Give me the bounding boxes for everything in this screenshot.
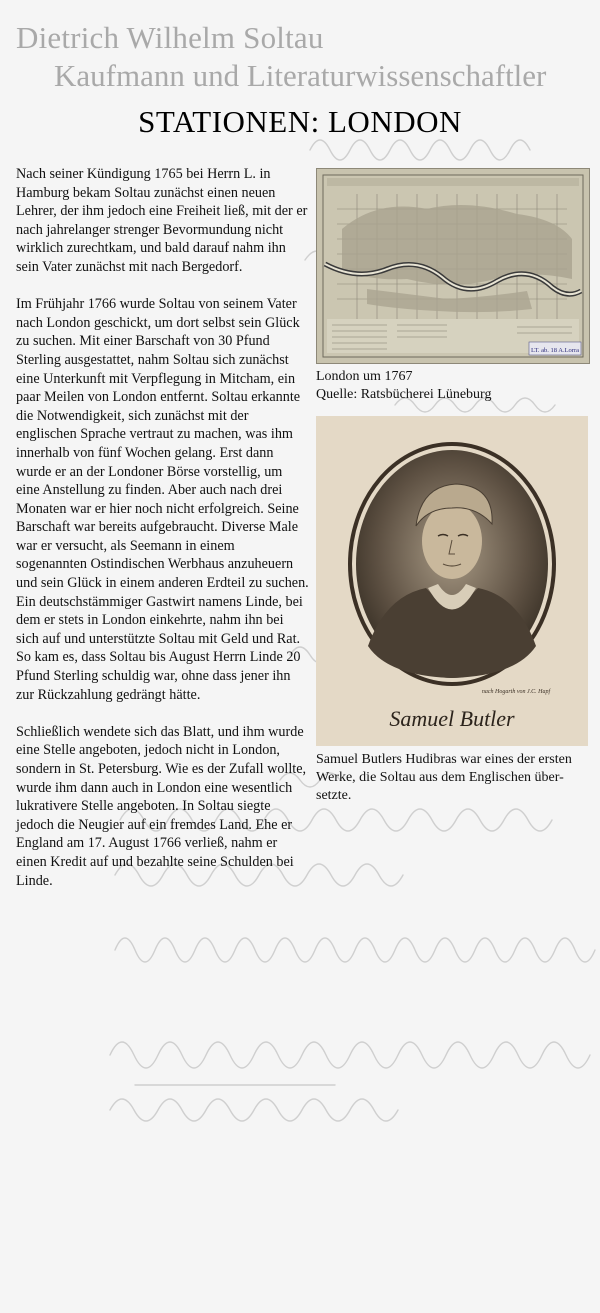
samuel-butler-portrait [316,416,588,746]
page-title: STATIONEN: LONDON [138,104,462,139]
header-person-name: Dietrich Wilhelm Soltau [16,20,324,55]
portrait-engraving [316,416,588,746]
map-caption-source: Quelle: Ratsbücherei Lüneburg [316,387,492,402]
map-caption [316,368,491,404]
portrait-caption-line-1: Samuel Butlers Hudibras war eines der ersten [316,752,572,767]
body-text [16,165,309,909]
portrait-signature: Samuel Butler [389,706,515,731]
paragraph-2: Im Frühjahr 1766 wurde Soltau von seinem Vater nach London geschickt, um dort selbst sein Glück zu suchen. Mit einer Barschaft von 30 Pfund Sterling ausgestattet, nahm Soltau sich zunächst eine Unterkunft mit Verpflegung in Mitcham, ein paar Meilen von London entfernt. Soltau erkannte die Notwendigkeit, sich zunächst mit der englischen Sprache vertraut zu machen, was ihm innerhalb von fünf Wochen gelang. Erst dann wurde er an der Londoner Börse vorstellig, um eine Anstellung zu finden. Aber auch nach drei Monaten war er hier noch nicht erfolgreich. Seine Barschaft war bereits aufgebraucht. Diverse Male war er versucht, als Seemann in einem sogenannten Ostindischen Werbhaus anzuheuern und sein Glück in einem anderen Erdteil zu suchen. Ein deutschstämmiger Gastwirt namens Linde, bei dem er stets in London einkehrte, nahm ihn bei sich auf und unterstützte Soltau mit Geld und Rat. So kam es, dass Soltau bis August Herrn Linde 20 Pfund Sterling schuldig war, ohne dass jener ihn zur Rückzahlung gedrängt hätte. [16,296,309,703]
engraving-credit: nach Hogarth von J.C. Hapf [481,689,551,695]
portrait-caption-line-3: setzte. [316,788,352,803]
paragraph-1: Nach seiner Kündigung 1765 bei Herrn L. in Hamburg bekam Soltau zunächst einen neuen Lehrer, der ihm jedoch eine Freiheit ließ, mit der er nach jahrelanger strenger Bevormundung nicht wirklich zurechtkam, und bald darauf nahm ihn sein Vater zunächst mit nach Bergedorf. [16,166,308,275]
london-map-image [316,168,590,364]
library-stamp: LT. ab. 18 A.Lorra [530,347,580,354]
map-caption-title: London um 1767 [316,369,413,384]
map-drawing [317,169,589,363]
portrait-caption [316,751,572,805]
header-profession: Kaufmann und Literaturwissenschaftler [54,58,547,93]
paragraph-3: Schließlich wendete sich das Blatt, und ihm wurde eine Stelle angeboten, jedoch nicht in London, sondern in St. Petersburg. Wie es der Zufall wollte, wurde ihm dann auch in London eine wesentlich lukrativere Stelle angeboten. In Soltau siegte jedoch die Neugier auf ein fremdes Land. Ehe er England am 17. August 1766 verließ, nahm er einen Kredit auf und bezahlte seine Schulden bei Linde. [16,723,307,889]
portrait-caption-line-2: Werke, die Soltau aus dem Englischen über- [316,770,564,785]
